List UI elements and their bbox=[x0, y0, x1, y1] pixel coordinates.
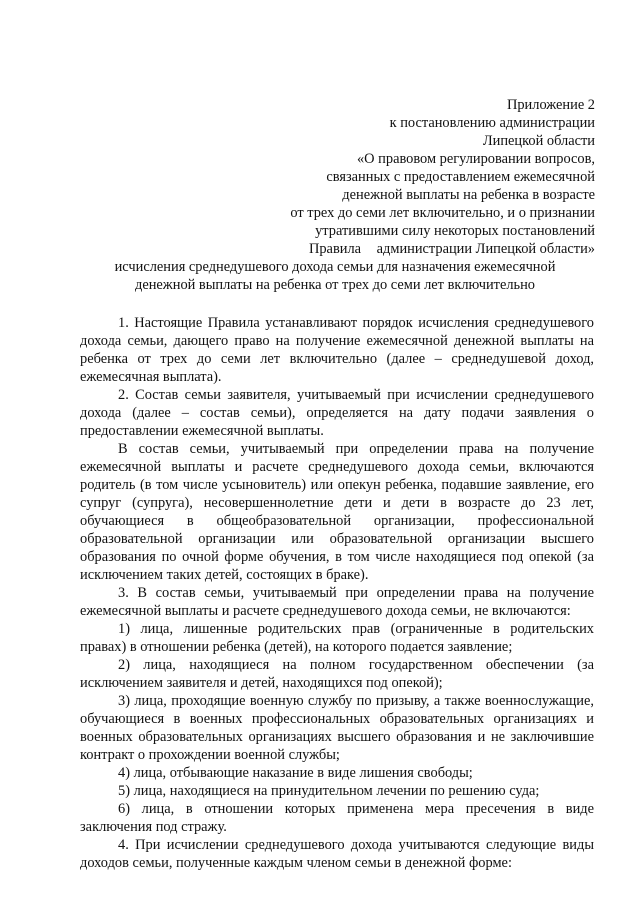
paragraph: 1. Настоящие Правила устанавливают порядок исчисления среднедушевого дохода семьи, дающего право на получение ежемесячной денежной выплаты на ребенка от трех до семи лет включительно (далее – среднедушевой доход, ежемесячная выплата). bbox=[80, 315, 594, 385]
appendix-line: Липецкой области bbox=[482, 133, 595, 149]
appendix-line: к постановлению администрации bbox=[389, 115, 595, 131]
paragraph: 2. Состав семьи заявителя, учитываемый при исчислении среднедушевого дохода (далее – состав семьи), определяется на дату подачи заявления о предоставлении ежемесячной выплаты. bbox=[80, 387, 594, 439]
document-title bbox=[70, 240, 600, 294]
list-item: 3) лица, проходящие военную службу по призыву, а также военнослужащие, обучающиеся в военных профессиональных образовательных организациях и военных образовательных организациях высшего образования и не заключившие контракт о прохождении военной службы; bbox=[80, 693, 594, 763]
list-item: 1) лица, лишенные родительских прав (ограниченные в родительских правах) в отношении ребенка (детей), на которого подается заявление; bbox=[80, 621, 594, 655]
appendix-line: от трех до семи лет включительно, и о признании bbox=[290, 205, 595, 221]
paragraph: 4. При исчислении среднедушевого дохода учитываются следующие виды доходов семьи, полученные каждым членом семьи в денежной форме: bbox=[80, 837, 594, 871]
appendix-line: утратившими силу некоторых постановлений bbox=[315, 223, 595, 239]
document-body bbox=[80, 314, 594, 872]
appendix-header bbox=[240, 96, 595, 258]
title-subtitle-line: исчисления среднедушевого дохода семьи для назначения ежемесячной bbox=[114, 259, 556, 275]
list-item: 4) лица, отбывающие наказание в виде лишения свободы; bbox=[118, 765, 473, 781]
list-item: 6) лица, в отношении которых применена мера пресечения в виде заключения под стражу. bbox=[80, 801, 594, 835]
appendix-line: Приложение 2 bbox=[506, 97, 595, 113]
paragraph: В состав семьи, учитываемый при определении права на получение ежемесячной выплаты и расчете среднедушевого дохода семьи, включаются родитель (в том числе усыновитель) или опекун ребенка, подавшие заявление, его супруг (супруга), несовершеннолетние дети и дети в возрасте до 23 лет, обучающиеся в общеобразовательной организации, профессиональной образовательной организации или образовательной организации высшего образования по очной форме обучения, в том числе находящиеся под опекой (за исключением таких детей, состоящих в браке). bbox=[80, 441, 594, 583]
appendix-line: администрации Липецкой области» bbox=[376, 241, 595, 257]
appendix-line: «О правовом регулировании вопросов, bbox=[356, 151, 595, 167]
paragraph: 3. В состав семьи, учитываемый при определении права на получение ежемесячной выплаты и расчете среднедушевого дохода семьи, не включаются: bbox=[80, 585, 594, 619]
list-item: 5) лица, находящиеся на принудительном лечении по решению суда; bbox=[118, 783, 540, 799]
appendix-line: денежной выплаты на ребенка в возрасте bbox=[342, 187, 595, 203]
title-subtitle-line: денежной выплаты на ребенка от трех до семи лет включительно bbox=[135, 277, 535, 293]
title-heading: Правила bbox=[308, 241, 362, 257]
list-item: 2) лица, находящиеся на полном государственном обеспечении (за исключением заявителя и детей, находящихся под опекой); bbox=[80, 657, 594, 691]
appendix-line: связанных с предоставлением ежемесячной bbox=[326, 169, 595, 185]
